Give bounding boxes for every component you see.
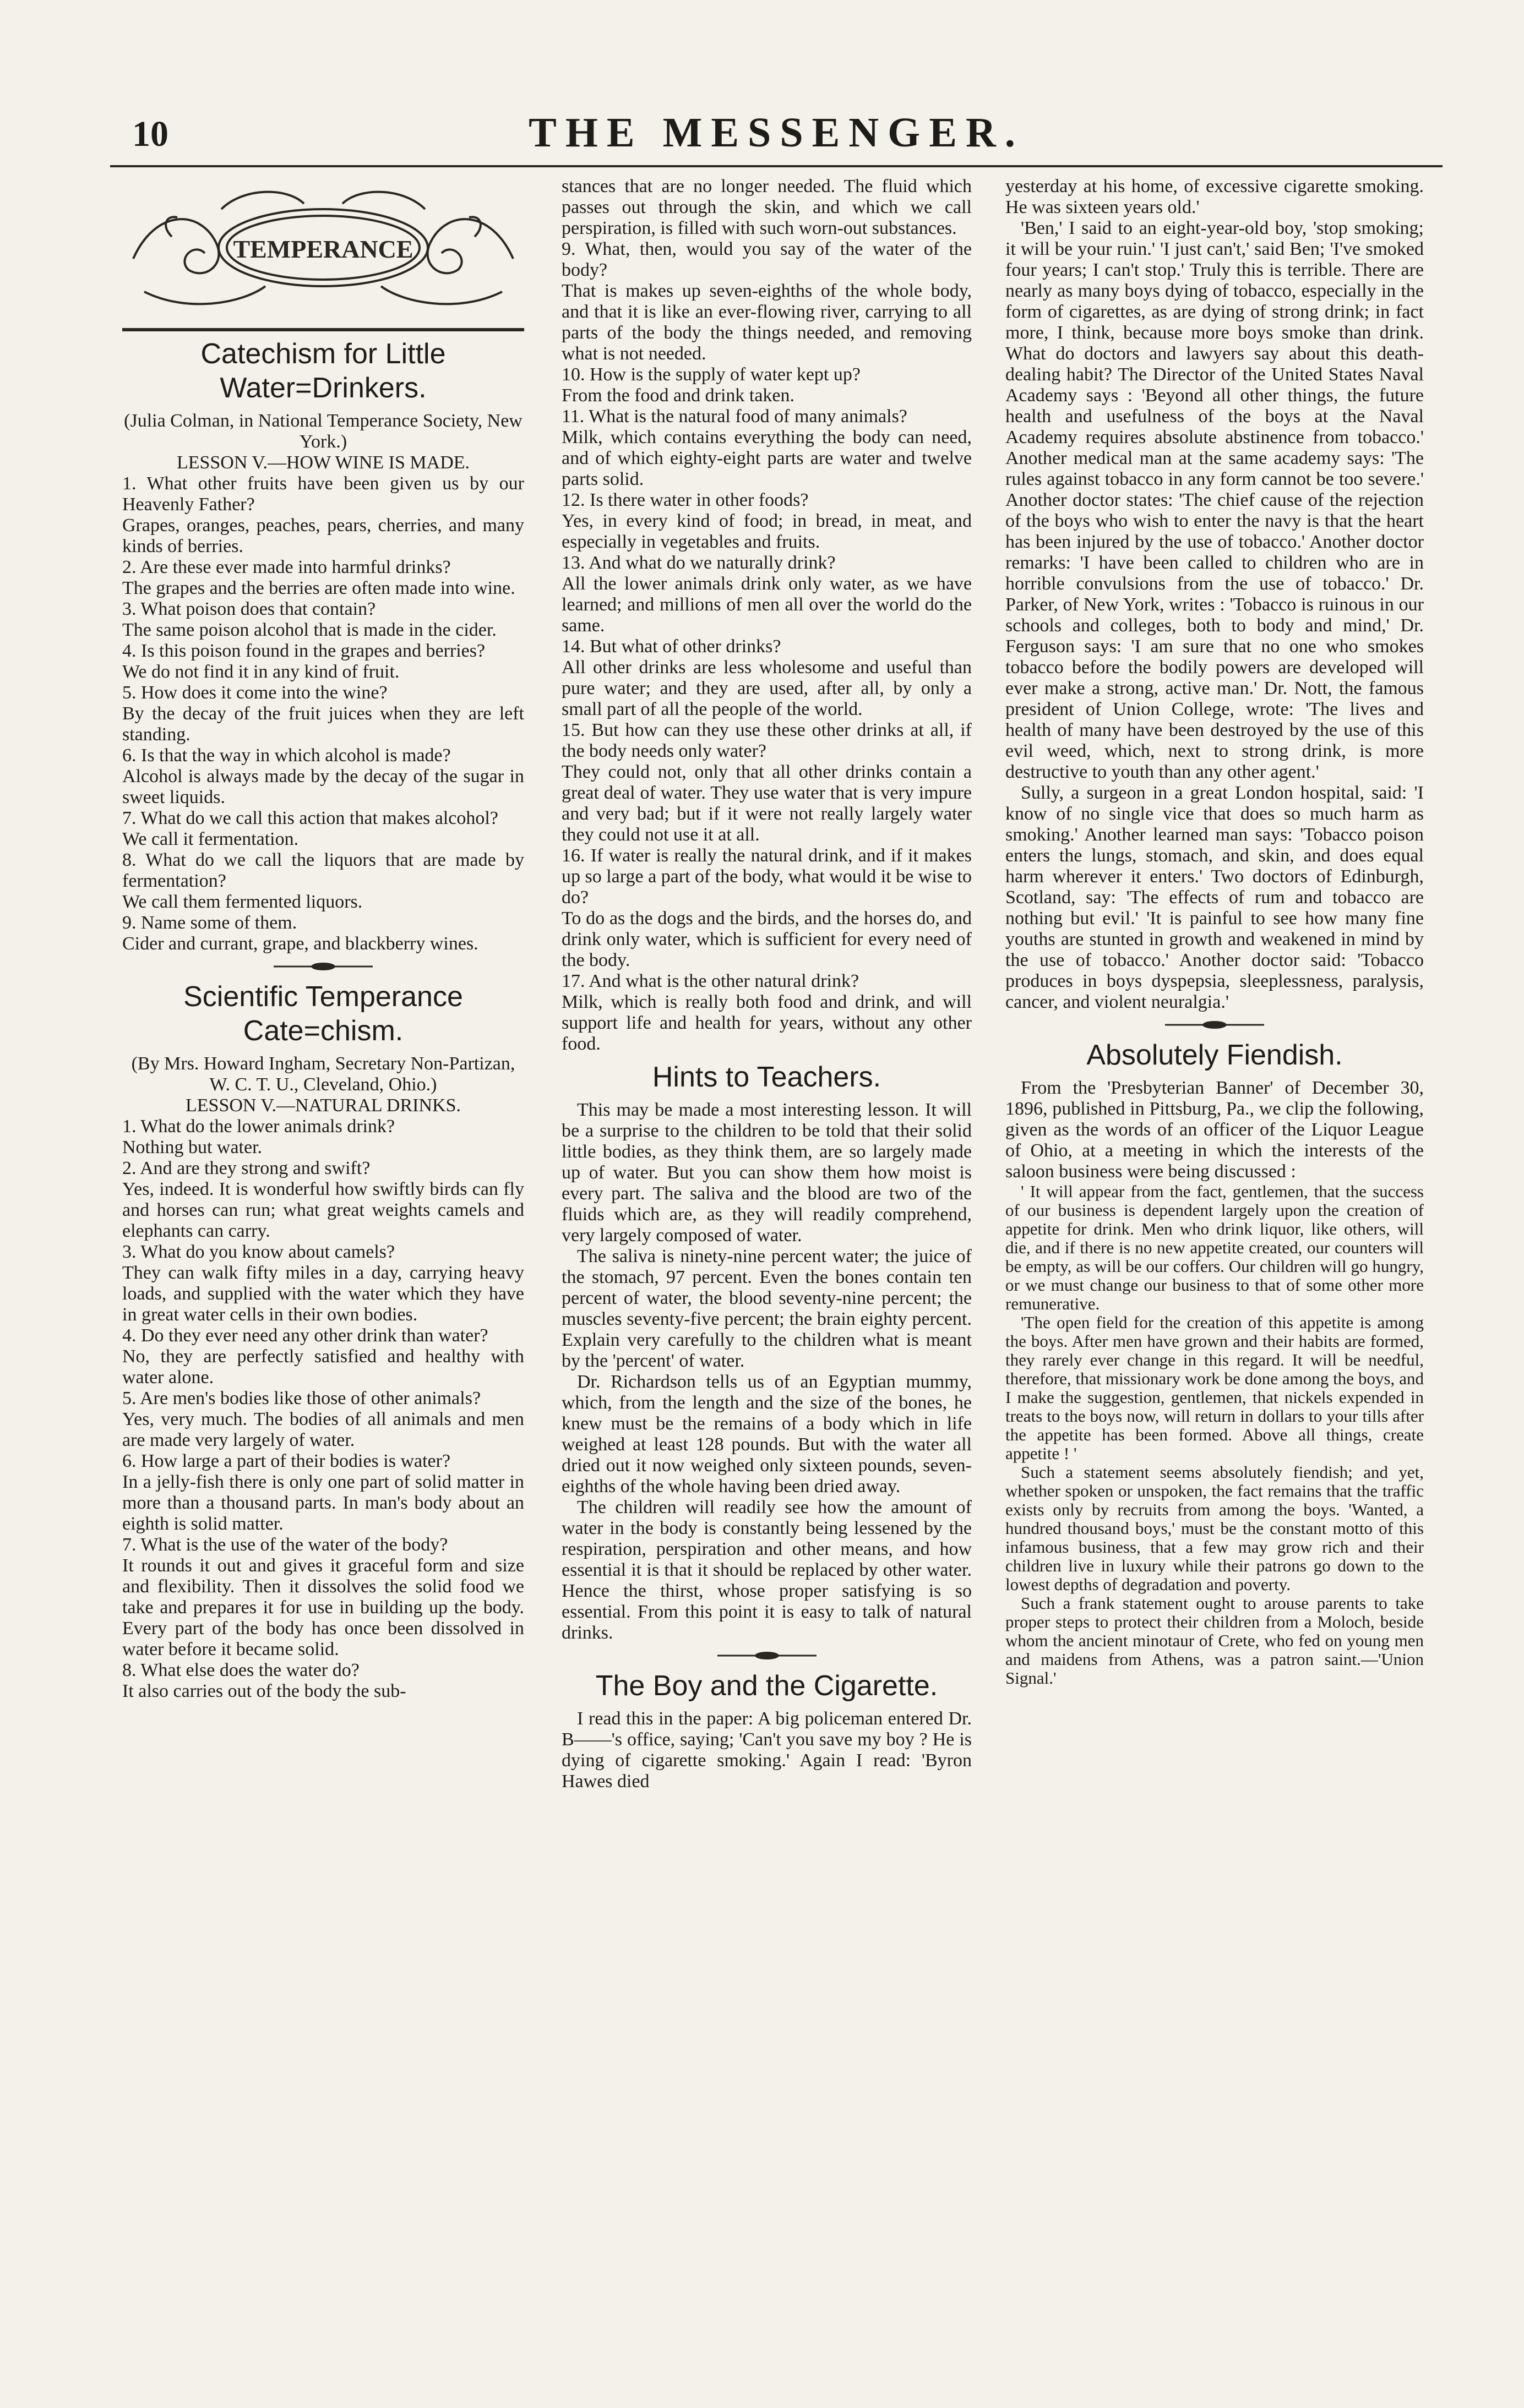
cat2-line: Nothing but water.	[122, 1137, 263, 1157]
fiendish-quote: ' It will appear from the fact, gentlemen, that the success of our business is dependent largely upon the creation of appetite for drink. Men who drink liquor, like others, will die, and if there is no new appetite created, our counters will be empty, as will be our coffers. Our children will go hungry, or we must change our business to that of some other more remunerative.	[1005, 1182, 1424, 1313]
cat1-line: 3. What poison does that contain?	[122, 599, 376, 619]
hints-title: Hints to Teachers.	[652, 1061, 881, 1093]
cat2-line: They can walk fifty miles in a day, carrying heavy loads, and supplied with the water which they have in great water cells in their own bodies.	[122, 1263, 524, 1325]
cat2-line: 7. What is the use of the water of the body?	[122, 1535, 448, 1555]
cat2-line: All the lower animals drink only water, as we have learned; and millions of men all over the world do the same.	[562, 574, 972, 636]
cat2-line: 14. But what of other drinks?	[562, 636, 781, 657]
cat2-line: 2. And are they strong and swift?	[122, 1158, 371, 1178]
cat1-line: 4. Is this poison found in the grapes and berries?	[122, 641, 486, 661]
column-right	[1005, 176, 1424, 1688]
cat1-line: By the decay of the fruit juices when they are left standing.	[122, 703, 524, 745]
column-middle	[562, 176, 972, 1792]
cat1-line: 8. What do we call the liquors that are made by fermentation?	[122, 850, 524, 891]
cat2-line: 13. And what do we naturally drink?	[562, 553, 836, 573]
cat1-line: Cider and currant, grape, and blackberry wines.	[122, 933, 478, 954]
cat2-line: 6. How large a part of their bodies is water?	[122, 1451, 451, 1471]
catechism-1-lesson: LESSON V.—HOW WINE IS MADE.	[176, 452, 470, 473]
cat2-line: All other drinks are less wholesome and useful than pure water; and they are used, after all, by only a small part of all the people of the world.	[562, 657, 972, 719]
fiendish-quote: 'The open field for the creation of this appetite is among the boys. After men have grown and their habits are formed, they rarely ever change in this regard. It will be needful, therefore, that missionary work be done among the boys, and I make the suggestion, gentlemen, that nickels expended in treats to the boys now, will return in dollars to your tills after the appetite has been formed. Above all things, create appetite ! '	[1005, 1313, 1424, 1463]
fiendish-intro: From the 'Presbyterian Banner' of December 30, 1896, published in Pittsburg, Pa., we clip the following, given as the words of an officer of the Liquor League of Ohio, at a meeting in which the interests of the saloon business were being discussed :	[1005, 1078, 1424, 1182]
cat2-line: They could not, only that all other drinks contain a great deal of water. They use water that is very impure and very bad; but if it were not really largely water they could not use it at all.	[562, 762, 972, 845]
cat2-line: Yes, indeed. It is wonderful how swiftly birds can fly and horses can run; what great weights camels and elephants can carry.	[122, 1179, 524, 1241]
cat1-line: We call them fermented liquors.	[122, 892, 363, 912]
cat1-line: The same poison alcohol that is made in the cider.	[122, 620, 497, 640]
hints-paragraph: The saliva is ninety-nine percent water; the juice of the stomach, 97 percent. Even the bones contain ten percent of water, the blood seventy-nine percent; the muscles seventy-five percent; the brain eighty percent. Explain very carefully to the children what is meant by the 'percent' of water.	[562, 1246, 972, 1371]
fiendish-paragraph: Such a frank statement ought to arouse parents to take proper steps to protect their children from a Moloch, beside whom the ancient minotaur of Crete, who fed on young men and maidens from Athens, was a patron saint.—'Union Signal.'	[1005, 1593, 1424, 1688]
cat2-line: In a jelly-fish there is only one part of solid matter in more than a thousand parts. In man's body about an eighth is solid matter.	[122, 1472, 524, 1534]
boy-cigarette-paragraph: I read this in the paper: A big policeman entered Dr. B——'s office, saying; 'Can't you save my boy ? He is dying of cigarette smoking.' Again I read: 'Byron Hawes died	[562, 1708, 972, 1792]
catechism-2-attribution: (By Mrs. Howard Ingham, Secretary Non-Partizan, W. C. T. U., Cleveland, Ohio.)	[131, 1053, 515, 1095]
catechism-1-attribution: (Julia Colman, in National Temperance Society, New York.)	[124, 411, 522, 452]
cat1-line: 7. What do we call this action that makes alcohol?	[122, 808, 498, 828]
cat2-line: 17. And what is the other natural drink?	[562, 971, 859, 991]
hints-paragraph: The children will readily see how the amount of water in the body is constantly being lessened by the respiration, perspiration and other means, and how essential it is that it should be replaced by other water. Hence the thirst, whose proper satisfying is so essential. From this point it is easy to talk of natural drinks.	[562, 1497, 972, 1643]
cat1-line: Grapes, oranges, peaches, pears, cherries, and many kinds of berries.	[122, 515, 524, 556]
svg-text:TEMPERANCE: TEMPERANCE	[233, 235, 413, 263]
boy-cigarette-paragraph: 'Ben,' I said to an eight-year-old boy, 'stop smoking; it will be your ruin.' 'I just can't,' said Ben; 'I've smoked four years; I can't stop.' Truly this is terrible. There are nearly as many boys dying of tobacco, especially in the form of cigarettes, as are dying of strong drink; in fact more, I think, because more boys smoke than drink. What do doctors and lawyers say about this death-dealing habit? The Director of the United States Naval Academy says : 'Beyond all other things, the future health and usefulness of the boys at the Naval Academy requires absolute abstinence from tobacco.' Another medical man at the same academy says: 'The rules against tobacco in any form cannot be too severe.' Another doctor states: 'The chief cause of the rejection of the boys who wish to enter the navy is that the heart has been injured by the use of tobacco.' Another doctor remarks: 'I have been called to children who are in horrible convulsions from the use of tobacco.' Dr. Parker, of New York, writes : 'Tobacco is ruinous in our schools and colleges, both to body and mind,' Dr. Ferguson says: 'I am sure that no one who smokes tobacco before the bodily powers are developed will ever make a strong, active man.' Dr. Nott, the famous president of Union College, wrote: 'The lives and health of many have been destroyed by the use of this evil weed, which, next to strong drink, is more destructive to youth than any other agent.'	[1005, 218, 1424, 782]
cat2-line: 5. Are men's bodies like those of other animals?	[122, 1388, 481, 1408]
page-header	[110, 109, 1443, 164]
cat2-line: 12. Is there water in other foods?	[562, 490, 809, 510]
cat2-line: Milk, which contains everything the body can need, and of which eighty-eight parts are water and twelve parts solid.	[562, 427, 972, 489]
masthead: THE MESSENGER.	[529, 110, 1024, 156]
section-rule	[122, 328, 524, 331]
cat1-line: We do not find it in any kind of fruit.	[122, 662, 400, 682]
boy-cigarette-continued: yesterday at his home, of excessive cigarette smoking. He was sixteen years old.'	[1005, 176, 1424, 217]
cat1-line: 2. Are these ever made into harmful drinks?	[122, 557, 451, 577]
cat2-line: Yes, very much. The bodies of all animals and men are made very largely of water.	[122, 1409, 524, 1450]
cat2-line: 8. What else does the water do?	[122, 1660, 360, 1680]
catechism-1-title: Catechism for Little Water=Drinkers.	[200, 338, 446, 404]
cat2-line: 15. But how can they use these other drinks at all, if the body needs only water?	[562, 720, 972, 761]
cat2-line: 3. What do you know about camels?	[122, 1242, 395, 1262]
fiendish-title: Absolutely Fiendish.	[1086, 1039, 1343, 1071]
hints-paragraph: This may be made a most interesting lesson. It will be a surprise to the children to be told that their solid little bodies, as they think them, are so largely made up of water. But you can show them how moist is every part. The saliva and the blood are two of the fluids which are, as they will readily comprehend, very largely composed of water.	[562, 1100, 972, 1246]
cat2-line: No, they are perfectly satisfied and healthy with water alone.	[122, 1346, 524, 1388]
cat2-line: That is makes up seven-eighths of the whole body, and that it is like an ever-flowing river, carrying to all parts of the body the things needed, and removing what is not needed.	[562, 281, 972, 364]
hints-paragraph: Dr. Richardson tells us of an Egyptian mummy, which, from the length and the size of the bones, he knew must be the remains of a body which in life weighed at least 128 pounds. But with the water all dried out it now weighed only sixteen pounds, seven-eighths of the whole having been dried away.	[562, 1372, 972, 1497]
cat1-line: We call it fermentation.	[122, 829, 299, 849]
ornament-divider	[1005, 1019, 1424, 1033]
boy-cigarette-paragraph: Sully, a surgeon in a great London hospital, said: 'I know of no single vice that does so much harm as smoking.' Another learned man says: 'Tobacco poison enters the lungs, stomach, and skin, and does equal harm wherever it enters.' Two doctors of Edinburgh, Scotland, say: 'The effects of rum and tobacco are nothing but evil.' 'It is painful to see how many fine youths are stunted in growth and weakened in mind by the use of tobacco.' Another doctor said: 'Tobacco produces in boys dyspepsia, sleeplessness, paralysis, cancer, and violent neuralgia.'	[1005, 783, 1424, 1012]
cat1-line: 1. What other fruits have been given us by our Heavenly Father?	[122, 473, 524, 515]
catechism-2-title: Scientific Temperance Cate=chism.	[183, 981, 463, 1047]
cat2-line: To do as the dogs and the birds, and the horses do, and drink only water, which is sufficient for every need of the body.	[562, 908, 972, 970]
cat2-line: 11. What is the natural food of many animals?	[562, 406, 907, 427]
cat2-line: 9. What, then, would you say of the water of the body?	[562, 239, 972, 280]
temperance-ornament	[122, 176, 524, 319]
cat2-line: Milk, which is really both food and drink, and will support life and health for years, without any other food.	[562, 992, 972, 1054]
ornament-divider	[122, 961, 524, 974]
cat2-line: 4. Do they ever need any other drink than water?	[122, 1325, 488, 1346]
column-left	[122, 176, 524, 1702]
cat2-line: From the food and drink taken.	[562, 385, 795, 406]
cat2-line: 10. How is the supply of water kept up?	[562, 364, 861, 385]
catechism-2-lesson: LESSON V.—NATURAL DRINKS.	[186, 1095, 461, 1116]
cat2-line: It rounds it out and gives it graceful form and size and flexibility. Then it dissolves the solid food we take and prepares it for use in building up the body. Every part of the body has once been dissolved in water before it became solid.	[122, 1555, 524, 1659]
cat2-continued: stances that are no longer needed. The fluid which passes out through the skin, and which we call perspiration, is filled with such worn-out substances.	[562, 176, 972, 238]
cat2-line: Yes, in every kind of food; in bread, in meat, and especially in vegetables and fruits.	[562, 511, 972, 552]
cat1-line: 6. Is that the way in which alcohol is made?	[122, 745, 451, 766]
cat1-line: 5. How does it come into the wine?	[122, 682, 388, 703]
boy-cigarette-title: The Boy and the Cigarette.	[595, 1670, 938, 1702]
fiendish-paragraph: Such a statement seems absolutely fiendish; and yet, whether spoken or unspoken, the fact remains that the traffic exists only by recruits from among the boys. 'Wanted, a hundred thousand boys,' must be the constant motto of this infamous business, that a few may grow rich and their children live in luxury while their patrons go down to the lowest depths of degradation and poverty.	[1005, 1462, 1424, 1594]
page-number: 10	[132, 114, 168, 154]
header-rule	[110, 165, 1443, 167]
cat1-line: Alcohol is always made by the decay of the sugar in sweet liquids.	[122, 766, 524, 807]
cat2-line: It also carries out of the body the sub-	[122, 1681, 406, 1701]
cat1-line: 9. Name some of them.	[122, 913, 297, 933]
cat2-line: 16. If water is really the natural drink, and if it makes up so large a part of the body, what would it be wise to do?	[562, 845, 972, 908]
ornament-divider	[562, 1650, 972, 1663]
cat1-line: The grapes and the berries are often made into wine.	[122, 578, 515, 598]
cat2-line: 1. What do the lower animals drink?	[122, 1116, 395, 1137]
